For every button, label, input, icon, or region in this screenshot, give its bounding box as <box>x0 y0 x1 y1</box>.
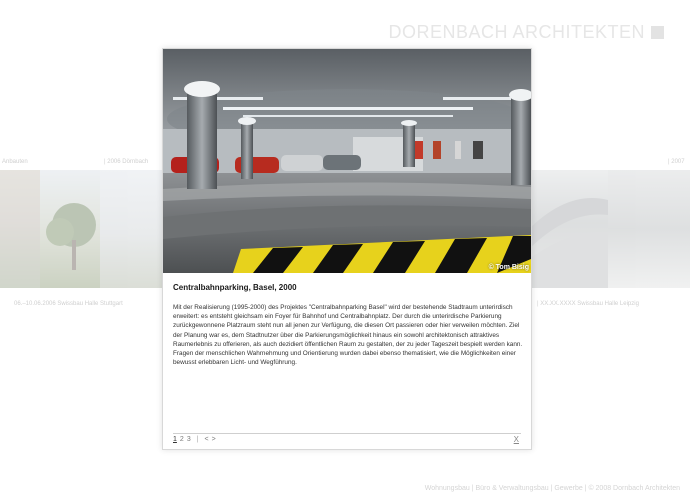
bg-caption-left-top: Anbauten <box>2 159 28 165</box>
image-pagination <box>173 436 216 443</box>
bg-caption-right-bottom: | XX.XX.XXXX Swissbau Halle Leipzig <box>537 301 639 307</box>
project-description <box>173 283 523 367</box>
bg-caption-left-bottom: 06.–10.06.2006 Swissbau Halle Stuttgart <box>14 301 123 307</box>
brand-logo[interactable] <box>388 22 664 43</box>
bg-thumbnail[interactable] <box>528 170 608 288</box>
project-text: Mit der Realisierung (1995-2000) des Projektes "Centralbahnparking Basel" wird der bestehende Stadtraum unterirdisch erweitert: es entsteht gleichsam ein Foyer für Bahnhof und Centralbahnplatz. Der durch die unterirdische Parkierung zurückgewonnene Platzraum steht nun all jenen zur Verfügung, die diesen Ort passieren oder hier verweilen möchten. Ziel der Planung war es, dem Stadtnutzer über die Parkierungsmöglichkeit hinaus ein sowohl architektonisch attraktives Raumerlebnis zu offerieren, als auch dezidiert öffentlichen Raum zu gestalten, der zu jeder Tageszeit bespielt werden kann. Fragen der menschlichen Wahrnehmung und Orientierung wurden dabei ebenso thematisiert, wie die Möglichkeiten einer bewusst erlebbaren Licht- und Wegführung. <box>173 304 523 367</box>
site-footer: Wohnungsbau | Büro & Verwaltungsbau | Gewerbe | © 2008 Dornbach Architekten <box>424 485 680 492</box>
bg-caption-left-top-2: | 2006 Dörnbach <box>104 159 149 165</box>
parking-garage-image <box>163 49 531 273</box>
close-button[interactable]: X <box>513 435 519 444</box>
prev-arrow-icon[interactable]: < <box>204 436 209 443</box>
page-link-2[interactable]: 2 <box>179 436 184 443</box>
next-arrow-icon[interactable]: > <box>211 436 216 443</box>
bg-thumbnail[interactable] <box>100 170 162 288</box>
bg-thumbnail[interactable] <box>608 170 690 288</box>
lightbox-dialog <box>162 48 532 450</box>
bg-caption-right-top: | 2007 <box>668 159 685 165</box>
photo-credit: © Tom Bisig <box>488 264 529 271</box>
pagination-separator: | <box>196 436 199 443</box>
brand-name: DORENBACH ARCHITEKTEN <box>388 22 645 42</box>
project-title: Centralbahnparking, Basel, 2000 <box>173 283 297 292</box>
bg-thumbnail[interactable] <box>40 170 100 288</box>
page-link-3[interactable]: 3 <box>186 436 191 443</box>
brand-square-icon <box>651 26 664 39</box>
page-link-1[interactable]: 1 <box>173 436 177 443</box>
bg-thumbnail[interactable] <box>0 170 40 288</box>
project-photo <box>163 49 531 273</box>
nav-divider <box>173 433 521 434</box>
